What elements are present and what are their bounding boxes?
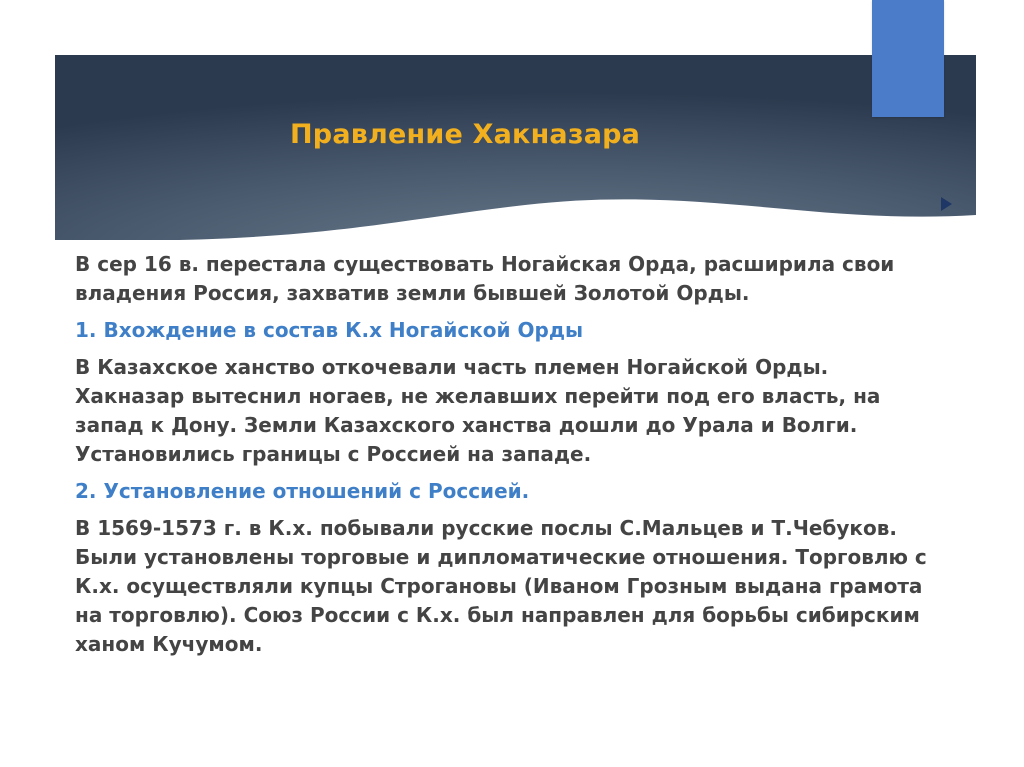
paragraph-russia: В 1569-1573 г. в К.х. побывали русские послы С.Мальцев и Т.Чебуков. Были установлены торговые и дипломатические отношения. Торговлю с К.х. осуществляли купцы Строгановы (Иваном Грозным выдана грамота на торговлю). Союз России с К.х. был направлен для борьбы сибирским ханом Кучумом. <box>75 516 927 656</box>
section-heading-1: 1. Вхождение в состав К.х Ногайской Орды <box>75 318 584 342</box>
slide-title: Правление Хакназара <box>290 119 641 150</box>
content-body <box>75 250 935 667</box>
paragraph-intro: В сер 16 в. перестала существовать Ногайская Орда, расширила свои владения Россия, захватив земли бывшей Золотой Орды. <box>75 252 895 305</box>
triangle-right-icon <box>941 197 952 211</box>
paragraph-nogai: В Казахское ханство откочевали часть племен Ногайской Орды. Хакназар вытеснил ногаев, не желавших перейти под его власть, на запад к Дону. Земли Казахского ханства дошли до Урала и Волги. Установились границы с Россией на западе. <box>75 355 881 466</box>
section-heading-2: 2. Установление отношений с Россией. <box>75 479 530 503</box>
accent-block <box>872 0 944 117</box>
